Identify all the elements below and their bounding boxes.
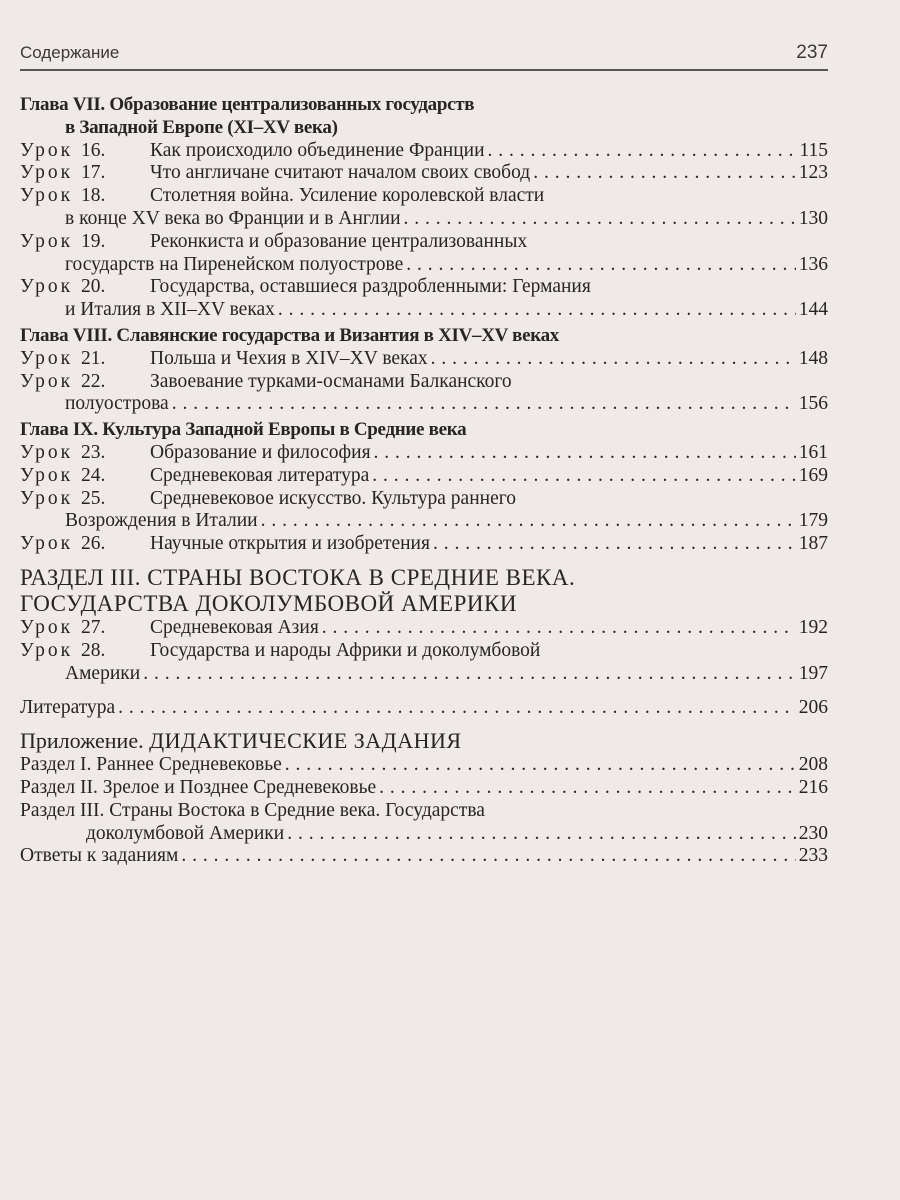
dot-leader <box>287 823 796 846</box>
entry-line <box>20 276 828 299</box>
entry-page: 169 <box>798 464 828 486</box>
entry-line <box>20 393 828 416</box>
lesson-label <box>20 465 150 488</box>
entry-title: доколумбовой Америки <box>86 822 285 844</box>
entry-title: Раздел III. Страны Востока в Средние века. Государства <box>20 799 485 821</box>
dot-leader <box>404 208 796 231</box>
chapter-heading <box>20 325 828 348</box>
header-title: Содержание <box>20 43 120 62</box>
entry-title: Государства, оставшиеся раздробленными: Германия <box>150 276 591 298</box>
entry-title: Литература <box>20 697 116 719</box>
entry-page: 230 <box>798 822 828 844</box>
lesson-number: 26. <box>80 533 106 555</box>
lesson-word: Урок <box>20 370 74 392</box>
lesson-word: Урок <box>20 230 74 252</box>
dot-leader <box>488 140 797 163</box>
toc-entry[interactable] <box>20 845 828 868</box>
lesson-label <box>20 488 150 511</box>
entry-line <box>20 348 828 371</box>
entry-page: 148 <box>798 347 828 369</box>
entry-line <box>20 488 828 511</box>
entry-title: Что англичане считают началом своих свобод <box>150 162 531 184</box>
lesson-word: Урок <box>20 616 74 638</box>
entry-page: 216 <box>798 776 828 798</box>
lesson-label <box>20 442 150 465</box>
toc-entry[interactable] <box>20 140 828 163</box>
toc-entry[interactable] <box>20 162 828 185</box>
entry-line <box>20 465 828 488</box>
chapter-title-cont: в Западной Европе (XI–XV века) <box>65 116 338 138</box>
entry-page: 144 <box>798 299 828 321</box>
entry-title: Раздел I. Раннее Средневековье <box>20 754 282 776</box>
entry-line <box>20 823 828 846</box>
entry-line <box>20 185 828 208</box>
lesson-word: Урок <box>20 139 74 161</box>
lesson-label <box>20 617 150 640</box>
toc-entry[interactable] <box>20 276 828 322</box>
entry-line <box>20 663 828 686</box>
toc-entry[interactable] <box>20 533 828 556</box>
lesson-number: 21. <box>80 347 106 369</box>
lesson-number: 19. <box>80 230 106 252</box>
entry-line <box>20 845 828 868</box>
lesson-word: Урок <box>20 464 74 486</box>
appendix-lead: Приложение. <box>20 728 144 754</box>
entry-title: полуострова <box>65 393 169 415</box>
entry-line <box>20 299 828 322</box>
entry-title: Столетняя война. Усиление королевской власти <box>150 185 545 207</box>
appendix-heading <box>20 728 828 754</box>
entry-page: 179 <box>798 510 828 532</box>
entry-page: 161 <box>798 441 828 463</box>
entry-page: 197 <box>798 662 828 684</box>
entry-title: Раздел II. Зрелое и Позднее Средневековье <box>20 776 377 798</box>
dot-leader <box>278 299 796 322</box>
toc-entry[interactable] <box>20 800 828 846</box>
lesson-number: 16. <box>80 139 106 161</box>
entry-title: государств на Пиренейском полуострове <box>65 253 404 275</box>
lesson-label <box>20 231 150 254</box>
entry-title: Ответы к заданиям <box>20 845 179 867</box>
entry-line <box>20 208 828 231</box>
entry-line <box>20 754 828 777</box>
page-number: 237 <box>796 42 828 63</box>
toc-entry[interactable] <box>20 348 828 371</box>
table-of-contents <box>20 91 828 868</box>
entry-page: 115 <box>799 139 828 161</box>
entry-title: Как происходило объединение Франции <box>150 139 485 161</box>
chapter-title: Глава VIII. Славянские государства и Византия в XIV–XV веках <box>20 324 560 346</box>
entry-line <box>20 231 828 254</box>
lesson-label <box>20 140 150 163</box>
entry-title: и Италия в XII–XV веках <box>65 299 275 321</box>
lesson-word: Урок <box>20 347 74 369</box>
lesson-word: Урок <box>20 185 74 207</box>
lesson-number: 28. <box>80 639 106 661</box>
dot-leader <box>374 442 796 465</box>
toc-entry[interactable] <box>20 777 828 800</box>
entry-title: в конце XV века во Франции и в Англии <box>65 207 401 229</box>
lesson-number: 18. <box>80 185 106 207</box>
entry-page: 156 <box>798 393 828 415</box>
entry-page: 187 <box>798 533 828 555</box>
entry-title: Научные открытия и изобретения <box>150 533 430 555</box>
entry-line <box>20 533 828 556</box>
dot-leader <box>285 754 796 777</box>
chapter-title: Глава VII. Образование централизованных государств <box>20 94 475 115</box>
appendix-title: ДИДАКТИЧЕСКИЕ ЗАДАНИЯ <box>149 728 462 754</box>
lesson-number: 25. <box>80 487 106 509</box>
section-title-cont: ГОСУДАРСТВА ДОКОЛУМБОВОЙ АМЕРИКИ <box>20 590 517 616</box>
entry-line <box>20 371 828 394</box>
entry-line <box>20 162 828 185</box>
entry-title: Средневековая литература <box>150 464 370 486</box>
dot-leader <box>431 348 796 371</box>
toc-entry[interactable] <box>20 465 828 488</box>
toc-entry[interactable] <box>20 617 828 640</box>
lesson-label <box>20 640 150 663</box>
lesson-word: Урок <box>20 533 74 555</box>
lesson-number: 23. <box>80 441 106 463</box>
entry-line <box>20 800 828 823</box>
entry-page: 123 <box>798 162 828 184</box>
lesson-word: Урок <box>20 441 74 463</box>
toc-entry[interactable] <box>20 640 828 686</box>
toc-entry[interactable] <box>20 754 828 777</box>
dot-leader <box>172 393 796 416</box>
entry-line <box>20 442 828 465</box>
lesson-word: Урок <box>20 639 74 661</box>
entry-page: 233 <box>798 845 828 867</box>
chapter-title: Глава IX. Культура Западной Европы в Средние века <box>20 419 467 441</box>
lesson-label <box>20 371 150 394</box>
entry-page: 130 <box>798 207 828 229</box>
entry-title: Возрождения в Италии <box>65 510 258 532</box>
running-header <box>20 43 828 67</box>
lesson-label <box>20 162 150 185</box>
entry-line <box>20 510 828 533</box>
lesson-number: 20. <box>80 276 106 298</box>
lesson-number: 22. <box>80 370 106 392</box>
chapter-heading <box>20 94 828 140</box>
lesson-number: 27. <box>80 616 106 638</box>
entry-page: 136 <box>798 253 828 275</box>
lesson-label <box>20 348 150 371</box>
lesson-number: 24. <box>80 464 106 486</box>
entry-line <box>20 140 828 163</box>
entry-page: 192 <box>798 616 828 638</box>
entry-title: Средневековое искусство. Культура раннего <box>150 487 516 509</box>
dot-leader <box>379 777 796 800</box>
lesson-word: Урок <box>20 162 74 184</box>
entry-title: Реконкиста и образование централизованных <box>150 230 528 252</box>
lesson-number: 17. <box>80 162 106 184</box>
entry-line <box>20 777 828 800</box>
toc-entry[interactable] <box>20 442 828 465</box>
dot-leader <box>533 162 796 185</box>
dot-leader <box>322 617 796 640</box>
toc-entry[interactable] <box>20 185 828 231</box>
entry-title: Средневековая Азия <box>150 616 319 638</box>
entry-title: Государства и народы Африки и доколумбовой <box>150 639 541 661</box>
entry-line <box>20 640 828 663</box>
entry-page: 206 <box>798 697 828 719</box>
toc-entry[interactable] <box>20 371 828 417</box>
dot-leader <box>261 510 796 533</box>
entry-title: Образование и философия <box>150 441 371 463</box>
entry-title: Завоевание турками-османами Балканского <box>150 370 512 392</box>
lesson-word: Урок <box>20 276 74 298</box>
chapter-heading <box>20 419 828 442</box>
lesson-word: Урок <box>20 487 74 509</box>
dot-leader <box>143 663 796 686</box>
dot-leader <box>181 845 795 868</box>
toc-entry[interactable] <box>20 231 828 277</box>
entry-title: Америки <box>65 662 141 684</box>
entry-title: Польша и Чехия в XIV–XV веках <box>150 347 428 369</box>
lesson-label <box>20 533 150 556</box>
lesson-label <box>20 276 150 299</box>
section-title: РАЗДЕЛ III. СТРАНЫ ВОСТОКА В СРЕДНИЕ ВЕКА. <box>20 564 576 590</box>
header-rule <box>20 69 828 71</box>
dot-leader <box>433 533 796 556</box>
toc-entry-literature[interactable] <box>20 697 828 720</box>
entry-line <box>20 617 828 640</box>
entry-page: 208 <box>798 754 828 776</box>
dot-leader <box>406 254 796 277</box>
entry-line <box>20 254 828 277</box>
lesson-label <box>20 185 150 208</box>
dot-leader <box>372 465 795 488</box>
section-heading <box>20 565 828 617</box>
dot-leader <box>118 697 796 720</box>
toc-entry[interactable] <box>20 488 828 534</box>
